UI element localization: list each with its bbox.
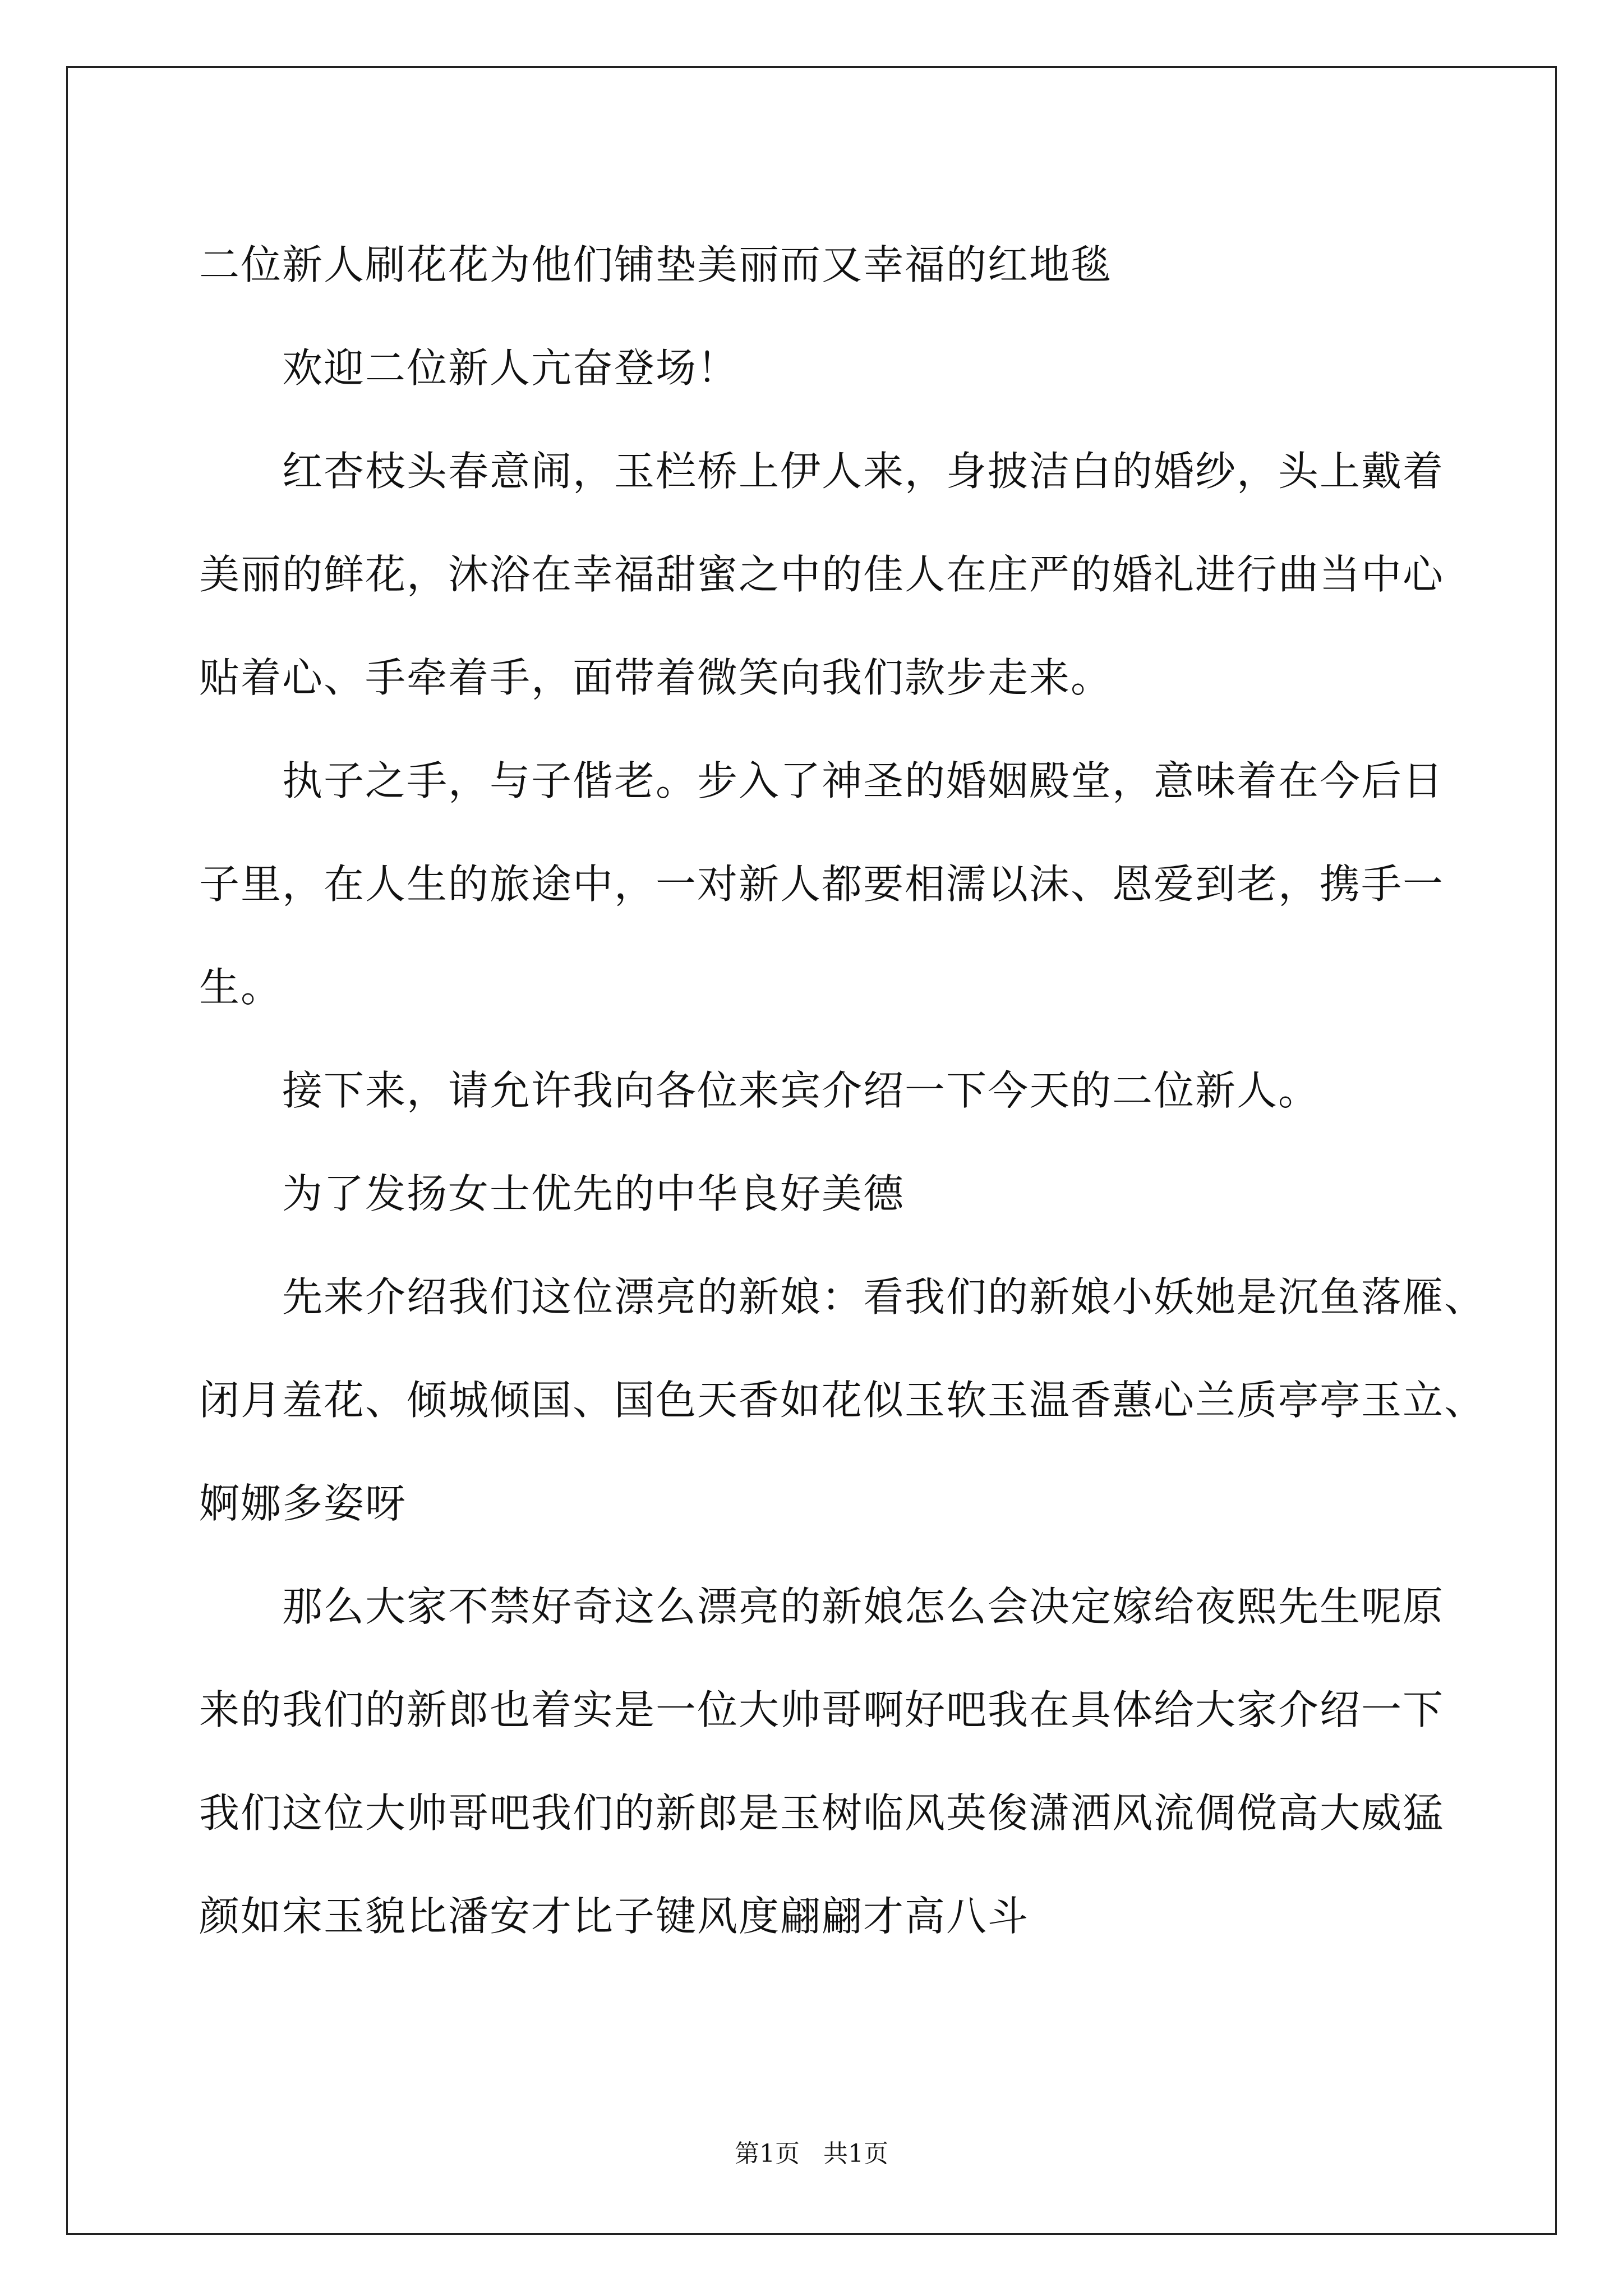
text-line: 贴着心、手牵着手，面带着微笑向我们款步走来。 [199, 654, 1113, 701]
text-line: 颜如宋玉貌比潘安才比子键风度翩翩才高八斗 [199, 1893, 1030, 1940]
text-line: 生。 [199, 964, 283, 1011]
text-line: 接下来，请允许我向各位来宾介绍一下今天的二位新人。 [282, 1067, 1320, 1114]
text-line: 子里，在人生的旅途中，一对新人都要相濡以沫、恩爱到老，携手一 [199, 861, 1445, 908]
text-line: 来的我们的新郎也着实是一位大帅哥啊好吧我在具体给大家介绍一下 [199, 1686, 1445, 1733]
text-line: 先来介绍我们这位漂亮的新娘：看我们的新娘小妖她是沉鱼落雁、 [282, 1273, 1486, 1320]
text-line: 执子之手，与子偕老。步入了神圣的婚姻殿堂，意味着在今后日 [282, 757, 1445, 804]
text-line: 红杏枝头春意闹，玉栏桥上伊人来，身披洁白的婚纱，头上戴着 [282, 448, 1445, 495]
text-line: 为了发扬女士优先的中华良好美德 [282, 1170, 905, 1217]
page-footer [0, 2137, 1623, 2171]
text-line: 闭月羞花、倾城倾国、国色天香如花似玉软玉温香蕙心兰质亭亭玉立、 [199, 1377, 1486, 1424]
page-total: 共1页 [823, 2139, 888, 2168]
page-number: 第1页 [735, 2139, 800, 2168]
text-line: 美丽的鲜花，沐浴在幸福甜蜜之中的佳人在庄严的婚礼进行曲当中心 [199, 551, 1445, 598]
text-line: 婀娜多姿呀 [199, 1480, 407, 1527]
text-line: 我们这位大帅哥吧我们的新郎是玉树临风英俊潇洒风流倜傥高大威猛 [199, 1789, 1445, 1837]
text-line: 那么大家不禁好奇这么漂亮的新娘怎么会决定嫁给夜熙先生呢原 [282, 1583, 1445, 1630]
document-body [199, 213, 1486, 1968]
text-line: 二位新人刷花花为他们铺垫美丽而又幸福的红地毯 [199, 241, 1113, 288]
text-line: 欢迎二位新人亢奋登场！ [282, 344, 739, 392]
